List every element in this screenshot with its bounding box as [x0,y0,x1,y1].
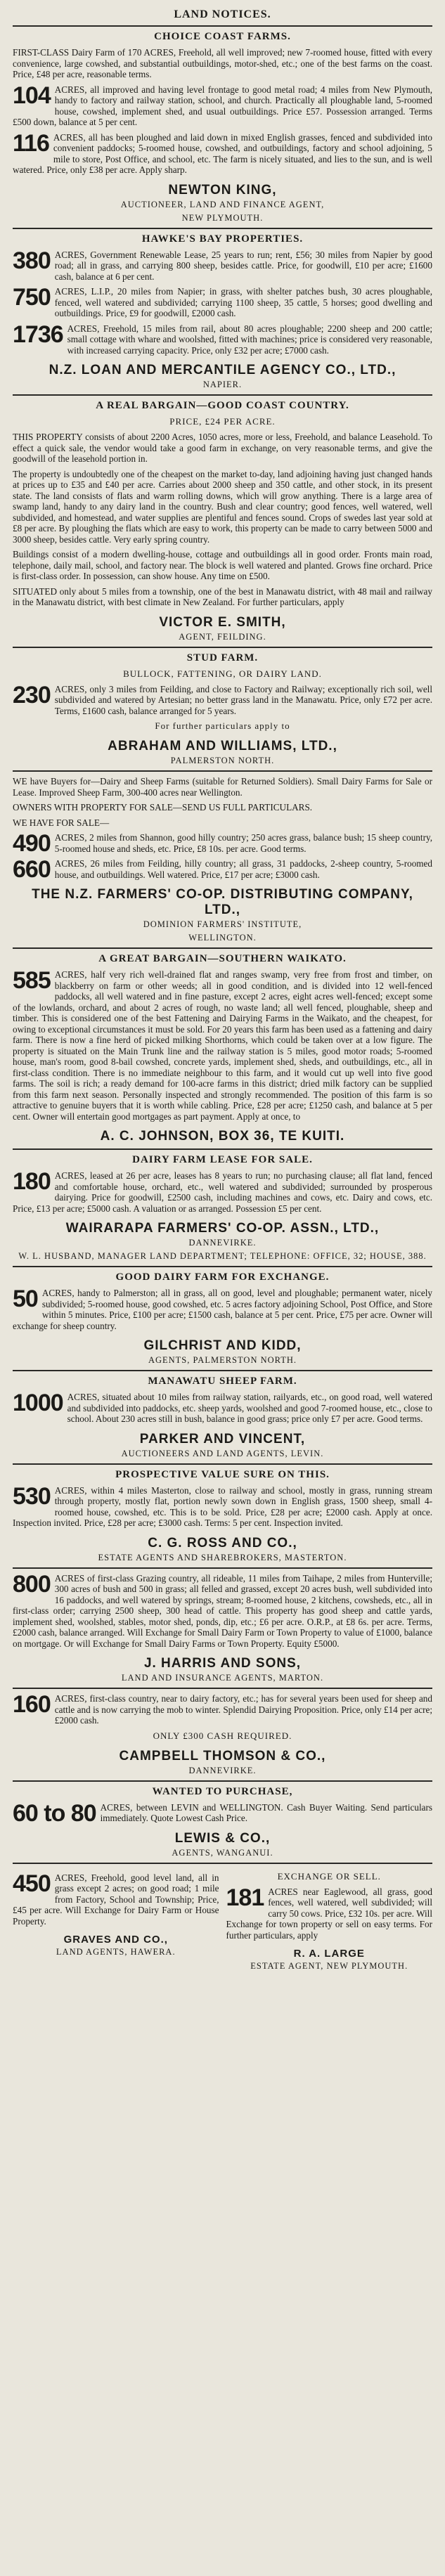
agent-name: C. G. ROSS AND CO., [148,1535,297,1551]
block-subheading: BULLOCK, FATTENING, OR DAIRY LAND. [123,668,322,679]
agent-name: R. A. LARGE [293,1948,365,1960]
agent-name: PARKER AND VINCENT, [139,1431,306,1446]
advert [226,1886,433,1941]
advert-text: ACRES, 2 miles from Shannon, good hilly country; 250 acres grass, balance bush; 15 sheep country, 5-roomed house and sheds, etc. Price, £8 10s. per acre. Good terms. [54,832,432,854]
advert-text: ACRES near Eaglewood, all grass, good fences, well watered, well subdivided; will carry 50 cows. Price, £32 10s. per acre. Will Exchange for town property or sell on easy terms. For further particulars, apply [226,1886,432,1941]
agent-name: GILCHRIST AND KIDD, [143,1338,302,1353]
divider [13,1863,432,1864]
advert [13,1570,432,1650]
advert-text: ACRES, only 3 miles from Feilding, and close to Factory and Railway; exceptionally rich soil, well subdivided and watered by Artesian; no better grass land in the Manawatu. Price, only £72 per acre. Terms, £1600 cash, balance arranged for 5 years. [54,683,432,716]
advert-block [13,228,432,391]
agent-location: WELLINGTON. [188,933,257,943]
advert-text: FIRST-CLASS Dairy Farm of 170 ACRES, Freehold, all well improved; new 7-roomed house, fitted with every convenience, large cowshed, and substantial outbuildings, motor-shed, etc.; one of the best farms on the coast. Price, £48 per acre, reasonable terms. [13,47,432,79]
section-title: LAND NOTICES. [174,8,271,20]
block-heading: PROSPECTIVE VALUE SURE ON THIS. [115,1468,330,1480]
advert [13,1872,219,1927]
divider [13,1567,432,1569]
advert-block [13,1148,432,1262]
advert-text: ACRES, all improved and having level frontage to good metal road; 4 miles from New Plymouth, handy to factory and railway station, school, and church. Practically all ploughable land, 5-roomed house, cowshed, implement shed, and usual outbuildings. Price £57. Possession arranged. Terms £500 down, balance at 5 per cent. [13,84,432,127]
advert [13,84,432,128]
divider [13,770,432,772]
advert-text: ACRES, situated about 10 miles from railway station, railyards, etc., on good road, well watered and subdivided into paddocks, etc. sheep yards, woolshed and good 7-roomed house, etc., close to school. About 230 acres still in bush, balance in good grass; price only £7 per acre. Good terms. [67,1392,432,1424]
block-heading: A REAL BARGAIN—GOOD COAST COUNTRY. [96,400,349,411]
agent-intro: ONLY £300 CASH REQUIRED. [153,1730,292,1741]
agent-title: LAND AND INSURANCE AGENTS, MARTON. [121,1673,324,1683]
advert-block [13,947,432,1144]
divider [13,647,432,648]
advert [13,776,432,798]
divider [13,228,432,229]
divider [13,1370,432,1371]
acreage-number: 530 [13,1482,51,1510]
agent-location: ESTATE AGENT, NEW PLYMOUTH. [250,1961,408,1971]
agent-name: CAMPBELL THOMSON & CO., [119,1748,326,1763]
agent-intro: For further particulars apply to [155,720,290,731]
divider [13,1266,432,1267]
block-heading: A GREAT BARGAIN—SOUTHERN WAIKATO. [98,953,347,964]
acreage-number: 800 [13,1570,51,1598]
agent-name: GRAVES AND CO., [63,1934,168,1946]
agent-location: W. L. HUSBAND, MANAGER LAND DEPARTMENT; TELEPHONE: OFFICE, 32; HOUSE, 388. [18,1251,427,1261]
advert [13,286,432,319]
block-heading: DAIRY FARM LEASE FOR SALE. [132,1154,313,1165]
advert-block [13,1463,432,1563]
advert-text: SITUATED only about 5 miles from a township, one of the best in Manawatu district, with 48 mail and railway in the Manawatu district, with best climate in New Zealand. For further particulars, apply [13,585,432,607]
advert [13,469,432,545]
advert-block [13,31,432,224]
advert-text: ACRES, half very rich well-drained flat and ranges swamp, very free from frost and timber, on blackberry on farm or other weeds; all in good condition, and is divided into 12 well-fenced paddocks, all well watered and in fine pasture, except 2 acres, eight acres well-fenced; except some of the lowlands, orchard, and about 2 acres of rough, no waste land; all well fenced, ploughable, sheep and timber. This is considered one of the best Fattening and Dairying Farms in the Waikato, and the cheapest, for owing to exceptional circumstances it must be sold. For 20 years this farm has been used as a fattening and dairy farm. There is now a fine herd of picked milking Shorthorns, which could be taken over at a low figure. The property is situated on the Main Trunk line and the railway station is 5 miles, good motor roads; 5-roomed house, man's room, good 8-bail cowshed, concrete yards, implement shed, sheds, and outbuildings, etc., all in first-class condition. There is no immediate neighbour to this farm, and it would cut up well into five good farms. The soil is rich; a ready demand for 100-acre farms in this district; dried milk factory can be supplied from this farm next season. Personally inspected and strongly recommended. The position of this farm is so attractive to genuine buyers that it is worth while cabling. Price, £28 per acre; £1250 cash, and balance at 5 per cent. Owner will entertain good mortgages as part payment. Apply at once, to [13,969,432,1122]
advert [13,856,432,883]
agent-title: AUCTIONEERS AND LAND AGENTS, LEVIN. [121,1448,324,1458]
advert-text: ACRES of first-class Grazing country, all rideable, 11 miles from Taihape, 2 miles from Hunterville; 300 acres of bush and 500 in grass; all felled and grassed, except 20 acres bush, well subdivided into 16 paddocks, and well watered by springs, stream; 8-roomed house, 2 kitchens, cowsheds, etc., all in first-class order; carrying 2500 sheep, 300 head of cattle. This property has good sheep and cattle yards, implement shed, woolshed, stables, motor shed, ponds, dip, etc.; £6 per acre. O.R.P., at £8 6s. per acre. Terms, £2000 cash, balance arranged. Will Exchange for Small Dairy Farm or Town Property to value of £1000, balance on mortgage. Or will Exchange for Small Dairy Farms or Town Property. Equity £5000. [13,1572,432,1649]
divider [13,394,432,396]
acreage-number: 50 [13,1286,38,1312]
advert-text: ACRES, Freehold, 15 miles from rail, about 80 acres ploughable; 2200 sheep and 200 cattle; small cottage with whare and woolshed, fitted with machines; price is considered very reasonable, with increased carrying capacity. Price, only £32 per acre; £7000 cash. [67,323,432,356]
advert-text: THIS PROPERTY consists of about 2200 Acres, 1050 acres, more or less, Freehold, and balance Leasehold. To effect a quick sale, the vendor would take a good farm in exchange, on very reasonable terms, and give the goodwill of the leasehold portion in. [13,432,432,464]
agent-name: J. HARRIS AND SONS, [143,1656,302,1671]
advert [13,802,432,813]
divider [13,1780,432,1782]
acreage-number: 116 [13,129,49,157]
agent-location: AGENTS, PALMERSTON NORTH. [148,1355,297,1365]
block-heading: WANTED TO PURCHASE, [152,1785,293,1797]
divider [13,25,432,27]
advert-block [13,770,432,943]
divider [13,1463,432,1465]
advert-text: The property is undoubtedly one of the cheapest on the market to-day, land adjoining having just changed hands at prices up to £35 and £40 per acre. Carries about 2000 sheep and 350 cattle, and other stock, in its present state. The land consists of flats and warm rolling downs, which will grow anything. There is a large area of swamp land, handy to any dairy land in the country. Bush and clear country; good fences, well watered, well subdivided, and homestead, and water supplies are plentiful and fences sound. Crops of swedes last year sold at £8 per acre. By ploughing the flats which are easy to work, this property can be made to carry between 5000 and 3000 sheep, besides cattle. Very early spring country. [13,468,432,545]
advert [13,129,432,176]
bottom-right-ad [226,1868,433,1975]
acreage-number: 1736 [13,321,63,348]
agent-location: NEW PLYMOUTH. [181,212,264,223]
advert [13,47,432,80]
advert-text: ACRES, between LEVIN and WELLINGTON. Cash Buyer Waiting. Send particulars immediately. Quote Lowest Cash Price. [100,1801,432,1823]
divider [13,1688,432,1689]
acreage-number: 181 [226,1884,264,1911]
advert-block [13,647,432,767]
agent-title: DANNEVIRKE. [188,1238,257,1248]
advert-text: ACRES, L.I.P., 20 miles from Napier; in grass, with shelter patches bush, 30 acres ploughable, fenced, well watered and subdivided; carrying 1100 sheep, 35 cattle, 5 horses; good dwelling and outbuildings. Price, £9 for goodwill, £2000 cash. [54,286,432,318]
advert [13,1288,432,1331]
advert [13,1799,432,1827]
agent-name: A. C. JOHNSON, BOX 36, TE KUITI. [100,1129,345,1144]
acreage-number: 60 to 80 [13,1799,96,1827]
advert-block [13,1780,432,1858]
acreage-number: 160 [13,1691,51,1718]
advert [13,817,432,829]
agent-title: AUCTIONEER, LAND AND FINANCE AGENT, [120,199,325,209]
advert-text: ACRES, handy to Palmerston; all in grass, all on good, level and ploughable; permanent water, nicely subdivided; 5-roomed house, good cowshed, etc. 5 acres factory adjoining School, Post Office, and Store within 5 minutes. Price, £100 per acre; £1500 cash, balance at 5 per cent. Price, £75 per acre. Owner will exchange for sheep country. [13,1288,432,1331]
advert [13,432,432,465]
agent-title: ESTATE AGENTS AND SHAREBROKERS, MASTERTON. [98,1552,347,1562]
acreage-number: 750 [13,284,51,311]
block-heading: CHOICE COAST FARMS. [154,31,291,42]
advert [13,1693,432,1726]
acreage-number: 380 [13,247,51,274]
advert [13,830,432,857]
agent-location: PALMERSTON NORTH. [170,756,275,765]
advert-text: OWNERS WITH PROPERTY FOR SALE—SEND US FULL PARTICULARS. [13,802,313,813]
agent-name: VICTOR E. SMITH, [159,614,286,630]
agent-title: DOMINION FARMERS' INSTITUTE, [143,919,302,929]
advert [13,681,432,717]
acreage-number: 230 [13,681,51,708]
agent-location: NAPIER. [202,380,243,389]
block-heading: MANAWATU SHEEP FARM. [148,1376,297,1387]
advert-block [13,1266,432,1366]
agent-name: THE N.Z. FARMERS' CO-OP. DISTRIBUTING COMPANY, LTD., [32,887,413,917]
agent-name: NEWTON KING, [168,182,277,198]
advert [13,247,432,283]
advert-block [13,394,432,642]
agent-location: DANNEVIRKE. [188,1765,257,1775]
advert-text: ACRES, 26 miles from Feilding, hilly country; all grass, 31 paddocks, 2-sheep country, 5-roomed house, and outbuildings. Well watered. Price, £17 per acre; £3000 cash. [54,858,432,880]
agent-title: AGENTS, WANGANUI. [172,1847,273,1858]
acreage-number: 104 [13,82,51,109]
advert-text: ACRES, within 4 miles Masterton, close to railway and school, mostly in grass, running stream through property, mostly flat, portion newly sown down in English grass, 1500 sheep, small 4-roomed house, cowshed, etc. This is to be sold. Price, £28 per acre; £2000 cash. Apply at once. Inspection invited. Price, £28 per acre; £3000 cash. Terms: 5 per cent. Inspection invited. [13,1484,432,1528]
block-heading: HAWKE'S BAY PROPERTIES. [141,233,304,245]
divider [13,1148,432,1150]
advert [13,1482,432,1529]
agent-name: WAIRARAPA FARMERS' CO-OP. ASSN., LTD., [65,1221,380,1236]
advert-text: ACRES, all has been ploughed and laid down in mixed English grasses, fenced and subdivided into convenient paddocks; 5-roomed house, cowshed, and outbuildings, factory and school adjoining, 5 mile to store, Post Office, and school, etc. The farm is nicely situated, and lies to the sun, and is well watered. Price, only £38 per acre. Apply sharp. [13,131,432,175]
block-heading: GOOD DAIRY FARM FOR EXCHANGE. [115,1271,330,1283]
acreage-number: 585 [13,967,51,994]
divider [13,947,432,949]
agent-location: LAND AGENTS, HAWERA. [56,1947,176,1957]
advert [13,549,432,582]
advert-text: WE have Buyers for—Dairy and Sheep Farms (suitable for Returned Soldiers). Small Dairy Farms for Sale or Lease. Improved Sheep Farm, 300-400 acres near Wellington. [13,776,432,798]
agent-name: LEWIS & CO., [174,1830,271,1846]
advert-heading: EXCHANGE OR SELL. [277,1870,381,1882]
advert-text: WE HAVE FOR SALE— [13,817,110,828]
acreage-number: 1000 [13,1390,63,1416]
advert-block [13,1567,432,1684]
agent-name: ABRAHAM AND WILLIAMS, LTD., [108,739,337,753]
advert-column [13,31,432,1858]
advert-text: Buildings consist of a modern dwelling-house, cottage and outbuildings all in good order. Fronts main road, telephone, daily mail, school, and factory near. The block is well watered and planted. Grows fine orchard. Price is first-class order. In possession, can show house. Any time on £500. [13,549,432,581]
agent-name: N.Z. LOAN AND MERCANTILE AGENCY CO., LTD., [49,363,396,377]
agent-location: AGENT, FEILDING. [179,631,266,642]
advert-block [13,1370,432,1459]
acreage-number: 490 [13,830,51,857]
block-heading: STUD FARM. [186,652,259,664]
advert [13,1170,432,1214]
acreage-number: 450 [13,1870,51,1897]
advert-text: ACRES, leased at 26 per acre, leases has 8 years to run; no purchasing clause; all flat land, fenced and comfortable house, orchard, etc., well watered and subdivided; surrounded by prosperous dairying. Price for goodwill, £2500 cash, including machines and cows, etc. Dairy and cows, etc. Price, £13 per acre; £5000 cash. A valuation or as arranged. Possession £5 per cent. [13,1170,432,1214]
block-subheading: PRICE, £24 PER ACRE. [169,416,276,427]
advert-block [13,1688,432,1776]
acreage-number: 180 [13,1168,51,1195]
advert [13,586,432,608]
advert-text: ACRES, Freehold, good level land, all in grass except 2 acres; on good road; 1 mile from Factory, School and Township; Price, £45 per acre. Will Exchange for Dairy Farm or House Property. [13,1872,219,1927]
advert [13,323,432,356]
advert-text: ACRES, first-class country, near to dairy factory, etc.; has for several years been used for sheep and cattle and is now carrying the mob to winter. Splendid Dairying Proposition. Price, only £14 per acre; £2000 cash. [54,1693,432,1726]
bottom-left-ad [13,1868,219,1975]
acreage-number: 660 [13,856,51,883]
bottom-adverts [13,1868,432,1975]
advert-text: ACRES, Government Renewable Lease, 25 years to run; rent, £56; 30 miles from Napier by good road; all in grass, and carrying 800 sheep, besides cattle. Price, for goodwill, £10 per acre; £1600 cash, balance at 6 per cent. [54,249,432,282]
advert [13,969,432,1122]
advert [13,1392,432,1425]
